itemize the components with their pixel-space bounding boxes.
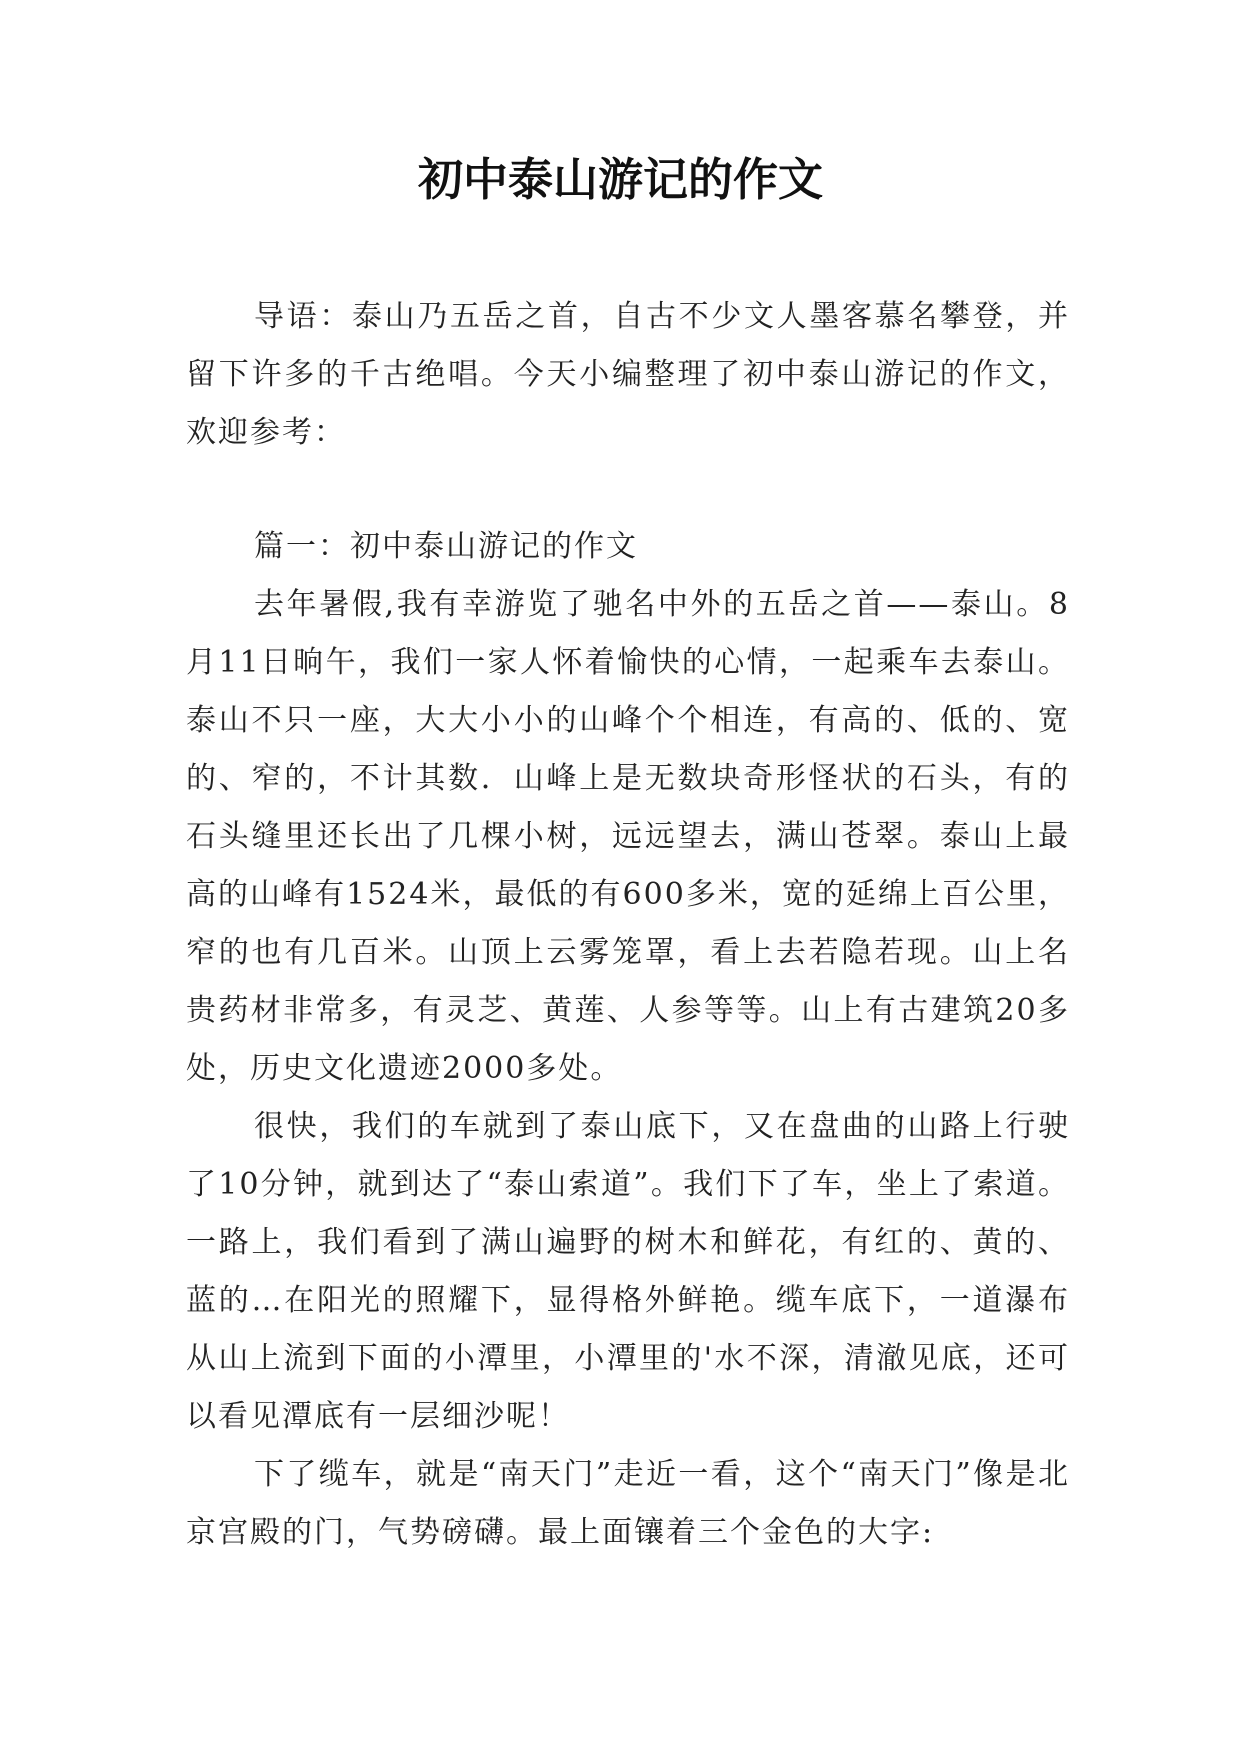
body-paragraph: 去年暑假,我有幸游览了驰名中外的五岳之首——泰山。8月11日晌午，我们一家人怀着愉快的心情，一起乘车去泰山。泰山不只一座，大大小小的山峰个个相连，有高的、低的、宽的、窄的，不计其数．山峰上是无数块奇形怪状的石头，有的石头缝里还长出了几棵小树，远远望去，满山苍翠。泰山上最高的山峰有1524米，最低的有600多米，宽的延绵上百公里，窄的也有几百米。山顶上云雾笼罩，看上去若隐若现。山上名贵药材非常多，有灵芝、黄莲、人参等等。山上有古建筑20多处，历史文化遗迹2000多处。: [186, 587, 1070, 1086]
section-heading: 篇一：初中泰山游记的作文: [254, 529, 638, 564]
intro-block: [186, 288, 1070, 462]
body-paragraph: 下了缆车，就是“南天门”走近一看，这个“南天门”像是北京宫殿的门，气势磅礴。最上面镶着三个金色的大字:: [186, 1457, 1070, 1550]
document-title: 初中泰山游记的作文: [417, 153, 823, 206]
intro-paragraph: 导语：泰山乃五岳之首，自古不少文人墨客慕名攀登，并留下许多的千古绝唱。今天小编整理了初中泰山游记的作文，欢迎参考：: [186, 299, 1070, 450]
body-paragraph: 很快，我们的车就到了泰山底下，又在盘曲的山路上行驶了10分钟，就到达了“泰山索道”。我们下了车，坐上了索道。一路上，我们看到了满山遍野的树木和鲜花，有红的、黄的、蓝的…在阳光的照耀下，显得格外鲜艳。缆车底下，一道瀑布从山上流到下面的小潭里，小潭里的'水不深，清澈见底，还可以看见潭底有一层细沙呢！: [186, 1109, 1070, 1434]
essay-body: [186, 518, 1070, 1562]
